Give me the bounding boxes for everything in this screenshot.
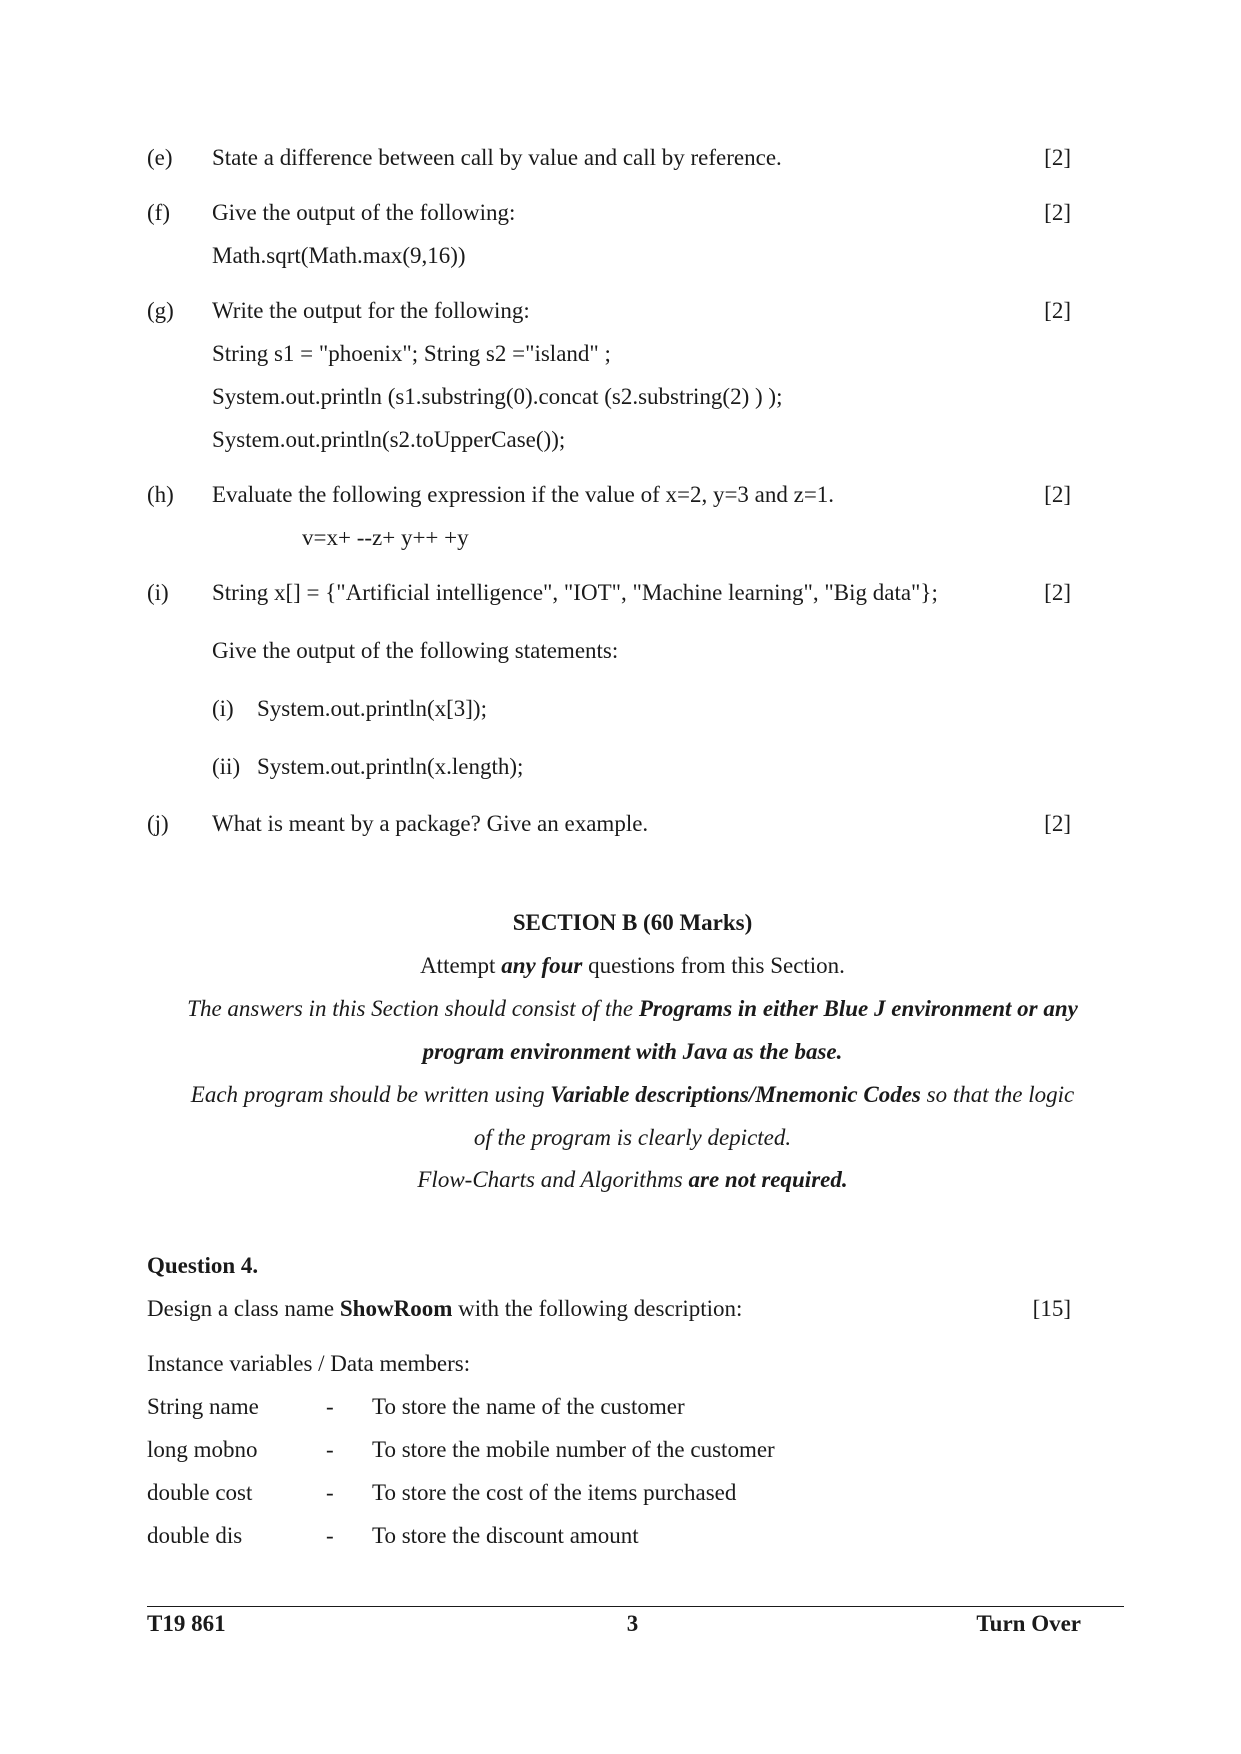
sub-label-i: (i) (212, 696, 234, 721)
footer-paper-code: T19 861 (147, 1611, 226, 1636)
variable-name: String name (147, 1394, 259, 1419)
question-text-i: String x[] = {"Artificial intelligence", "IOT", "Machine learning", "Big data"}; (212, 580, 938, 605)
footer-turn-over: Turn Over (976, 1611, 1081, 1636)
section-b-attempt: Attempt any four questions from this Section. (420, 953, 845, 978)
section-b-instruction-5: Flow-Charts and Algorithms are not required. (417, 1167, 848, 1192)
question-label-e: (e) (147, 145, 173, 170)
section-b-title: SECTION B (60 Marks) (512, 910, 753, 935)
footer-rule (147, 1606, 1124, 1607)
question-marks-h: [2] (1044, 482, 1071, 507)
question-label-j: (j) (147, 811, 169, 836)
sub-text-i: System.out.println(x[3]); (257, 696, 487, 721)
variable-name: double cost (147, 1480, 253, 1505)
variable-desc: To store the cost of the items purchased (372, 1480, 737, 1505)
question-label-h: (h) (147, 482, 174, 507)
question-label-i: (i) (147, 580, 169, 605)
section-b-instruction-2: program environment with Java as the base. (422, 1039, 843, 1064)
question-text-f: Give the output of the following: (212, 200, 516, 225)
variable-dash: - (326, 1437, 334, 1462)
question-text-h: Evaluate the following expression if the value of x=2, y=3 and z=1. (212, 482, 835, 507)
question-text-j: What is meant by a package? Give an example. (212, 811, 649, 836)
question-4-marks: [15] (1032, 1296, 1071, 1321)
question-code-f: Math.sqrt(Math.max(9,16)) (212, 243, 466, 268)
variable-name: double dis (147, 1523, 243, 1548)
question-marks-g: [2] (1044, 298, 1071, 323)
question-4-heading: Question 4. (147, 1253, 259, 1278)
question-marks-f: [2] (1044, 200, 1071, 225)
section-b-instruction-4: of the program is clearly depicted. (473, 1125, 792, 1150)
section-b-instruction-3: Each program should be written using Variable descriptions/Mnemonic Codes so that the logic (190, 1082, 1075, 1107)
question-code-g-3: System.out.println(s2.toUpperCase()); (212, 427, 566, 452)
variable-desc: To store the discount amount (372, 1523, 639, 1548)
question-code-g-1: String s1 = "phoenix"; String s2 ="island" ; (212, 341, 611, 366)
question-expression-h: v=x+ --z+ y++ +y (302, 525, 469, 550)
variable-dash: - (326, 1394, 334, 1419)
footer-page-number: 3 (626, 1611, 639, 1636)
variable-desc: To store the mobile number of the customer (372, 1437, 775, 1462)
question-4-design: Design a class name ShowRoom with the following description: (147, 1296, 743, 1321)
variable-dash: - (326, 1523, 334, 1548)
section-b-instruction-1: The answers in this Section should consist of the Programs in either Blue J environment or any (187, 996, 1078, 1021)
question-prompt-i: Give the output of the following statements: (212, 638, 619, 663)
question-label-f: (f) (147, 200, 170, 225)
variable-name: long mobno (147, 1437, 258, 1462)
question-marks-j: [2] (1044, 811, 1071, 836)
question-marks-e: [2] (1044, 145, 1071, 170)
instance-variables-heading: Instance variables / Data members: (147, 1351, 471, 1376)
question-text-e: State a difference between call by value and call by reference. (212, 145, 782, 170)
variable-desc: To store the name of the customer (372, 1394, 685, 1419)
variable-dash: - (326, 1480, 334, 1505)
question-marks-i: [2] (1044, 580, 1071, 605)
question-text-g: Write the output for the following: (212, 298, 530, 323)
question-code-g-2: System.out.println (s1.substring(0).concat (s2.substring(2) ) ); (212, 384, 783, 409)
question-label-g: (g) (147, 298, 174, 323)
sub-text-ii: System.out.println(x.length); (257, 754, 524, 779)
sub-label-ii: (ii) (212, 754, 241, 779)
